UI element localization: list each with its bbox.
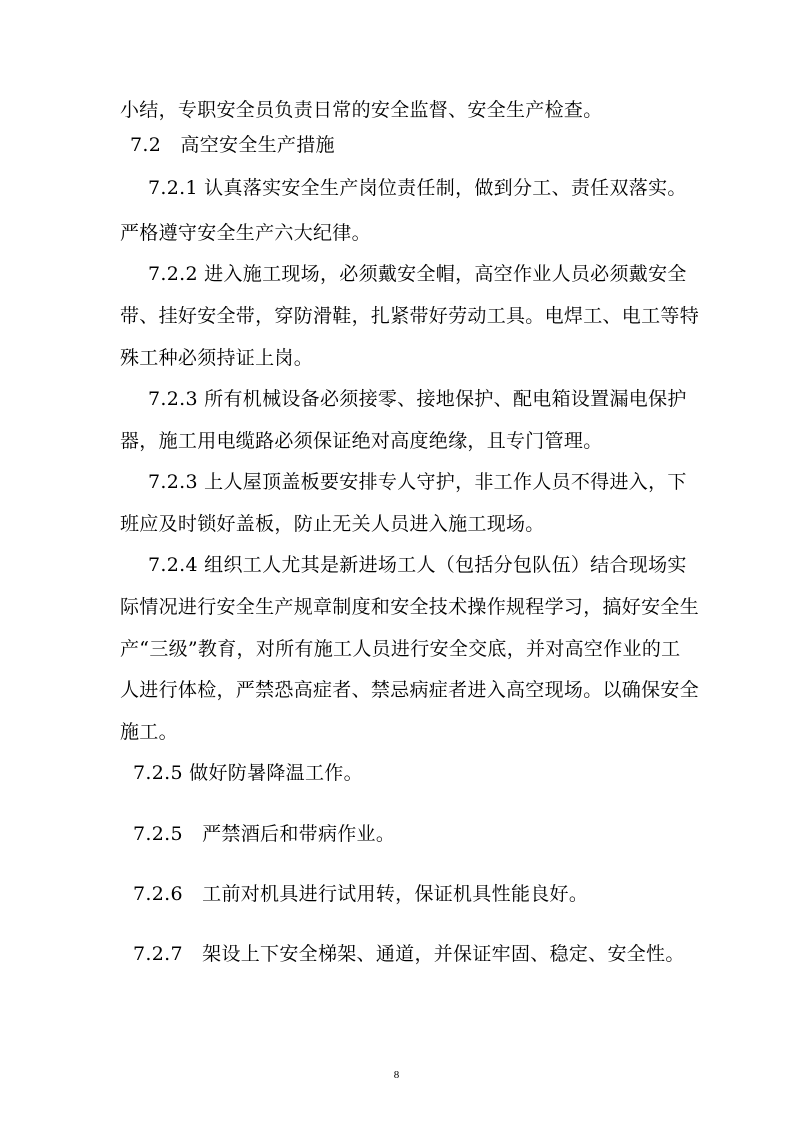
text-line: 7.2.2 进入施工现场，必须戴安全帽，高空作业人员必须戴安全: [148, 263, 687, 285]
text-line: 班应及时锁好盖板，防止无关人员进入施工现场。: [120, 513, 545, 535]
text-line: 器，施工用电缆路必须保证绝对高度绝缘，且专门管理。: [120, 430, 603, 452]
text-line: 严格遵守安全生产六大纪律。: [120, 222, 371, 244]
text-line: 7.2.3 所有机械设备必须接零、接地保护、配电箱设置漏电保护: [148, 388, 687, 410]
text-line: 7.2.5 做好防暑降温工作。: [133, 762, 363, 784]
text-line: 7.2.7 架设上下安全梯架、通道，并保证牢固、稳定、安全性。: [133, 943, 685, 965]
text-line: 人进行体检，严禁恐高症者、禁忌病症者进入高空现场。以确保安全: [120, 679, 700, 701]
text-line: 施工。: [120, 721, 178, 743]
text-line: 7.2.1 认真落实安全生产岗位责任制，做到分工、责任双落实。: [148, 177, 687, 199]
text-line: 带、挂好安全带，穿防滑鞋，扎紧带好劳动工具。电焊工、电工等特: [120, 305, 700, 327]
section-heading: 7.2 高空安全生产措施: [130, 134, 335, 156]
text-line: 7.2.3 上人屋顶盖板要安排专人守护，非工作人员不得进入，下: [148, 471, 687, 493]
text-line: 7.2.4 组织工人尤其是新进场工人（包括分包队伍）结合现场实: [148, 554, 687, 576]
text-line: 殊工种必须持证上岗。: [120, 347, 314, 369]
text-line: 产“三级”教育，对所有施工人员进行安全交底，并对高空作业的工: [120, 638, 681, 660]
text-line: 小结，专职安全员负责日常的安全监督、安全生产检查。: [120, 99, 603, 121]
text-line: 7.2.5 严禁酒后和带病作业。: [133, 823, 396, 845]
text-line: 7.2.6 工前对机具进行试用转，保证机具性能良好。: [133, 883, 589, 905]
page-number: 8: [393, 1069, 400, 1081]
text-line: 际情况进行安全生产规章制度和安全技术操作规程学习，搞好安全生: [120, 596, 700, 618]
